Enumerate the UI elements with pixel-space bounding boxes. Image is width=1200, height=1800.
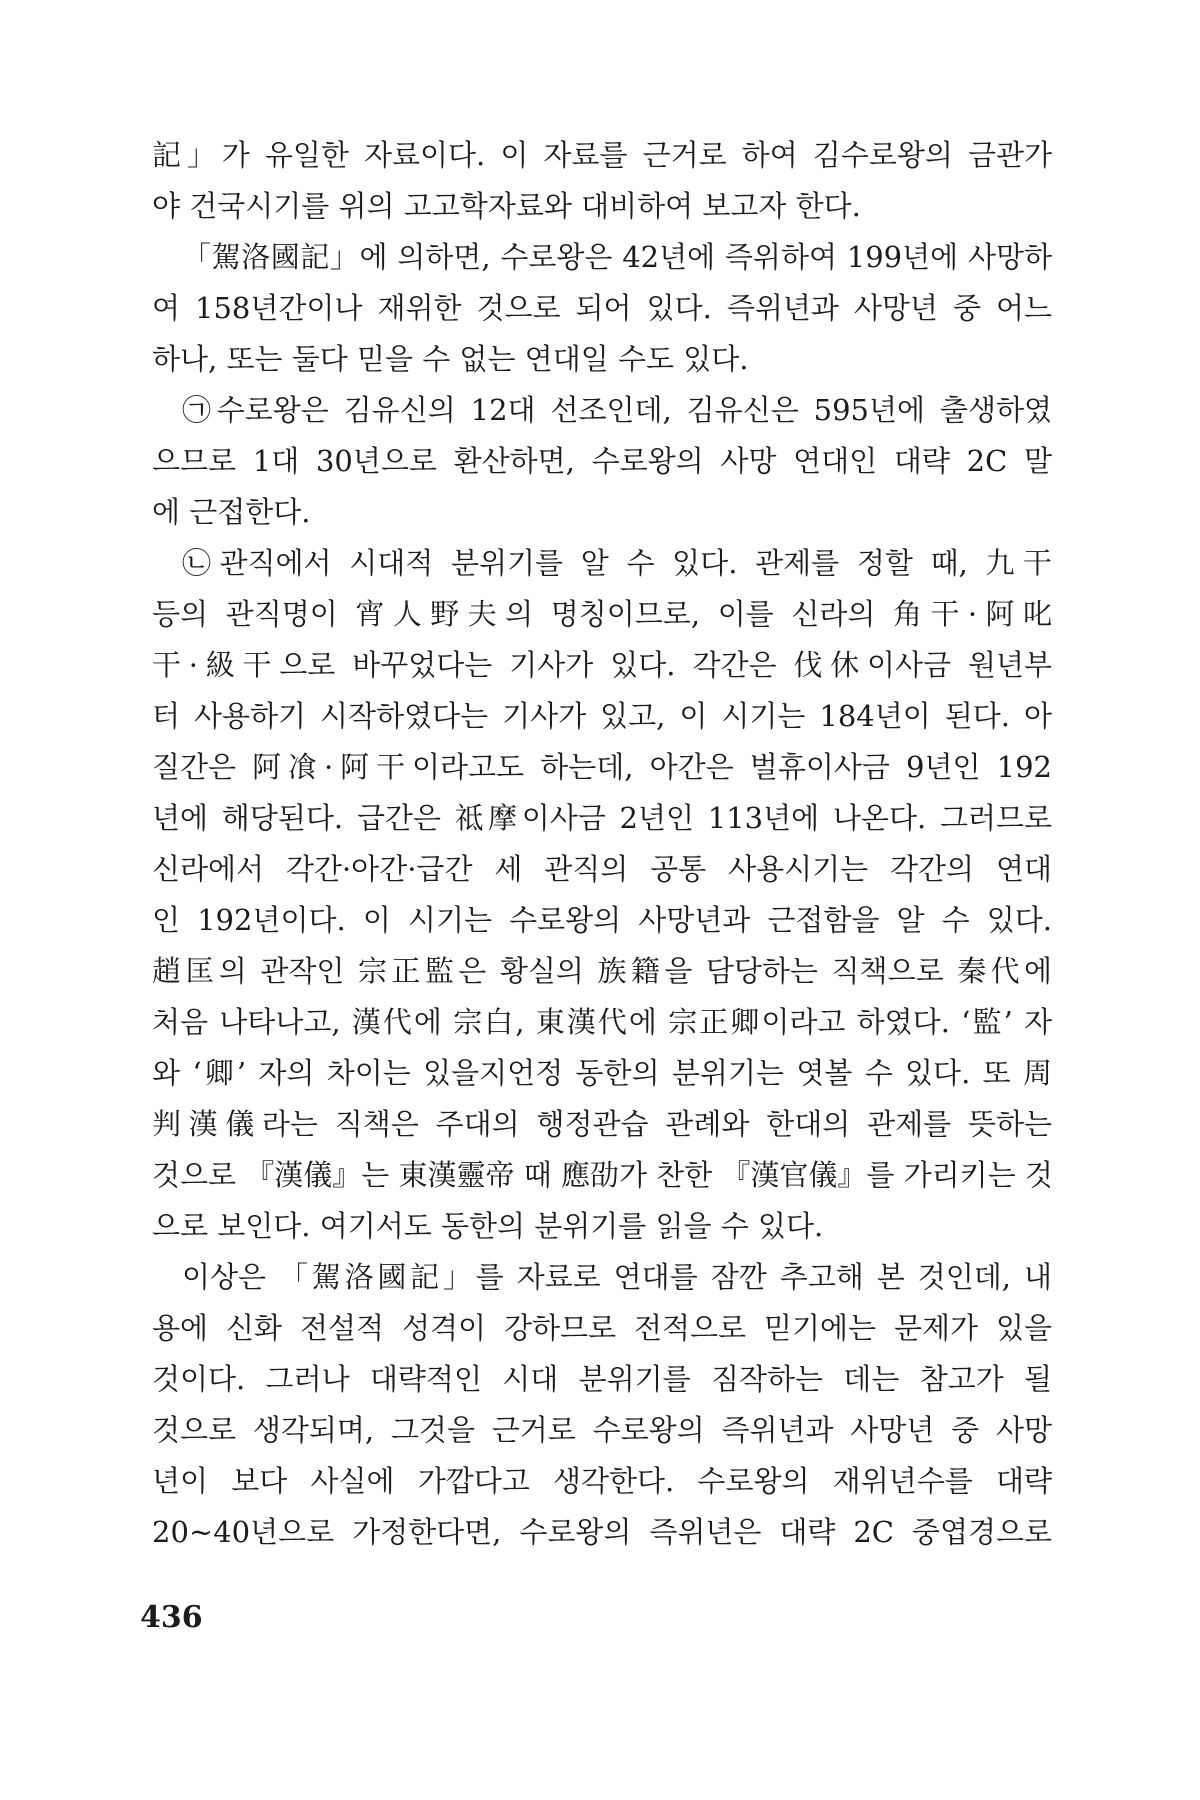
text-line: 判漢儀라는 직책은 주대의 행정관습 관례와 한대의 관제를 뜻하는 [152, 1107, 1052, 1141]
paragraph [152, 385, 1052, 538]
text-line: 년이 보다 사실에 가깝다고 생각한다. 수로왕의 재위년수를 대략 [152, 1464, 1052, 1498]
text-line: 와 ‘卿’ 자의 차이는 있을지언정 동한의 분위기는 엿볼 수 있다. 또 周 [152, 1056, 1052, 1090]
text-line: 으므로 1대 30년으로 환산하면, 수로왕의 사망 연대인 대략 2C 말 [152, 444, 1052, 478]
text-line: 인 192년이다. 이 시기는 수로왕의 사망년과 근접함을 알 수 있다. [152, 903, 1052, 937]
paragraph [152, 538, 1052, 1252]
text-line: 에 근접한다. [152, 495, 311, 529]
text-line: 신라에서 각간·아간·급간 세 관직의 공통 사용시기는 각간의 연대 [152, 852, 1052, 886]
paragraph [152, 1252, 1052, 1558]
text-line: 20~40년으로 가정한다면, 수로왕의 즉위년은 대략 2C 중엽경으로 [152, 1515, 1052, 1549]
text-line: 야 건국시기를 위의 고고학자료와 대비하여 보고자 한다. [152, 189, 861, 223]
text-line: 용에 신화 전설적 성격이 강하므로 전적으로 믿기에는 문제가 있을 [152, 1311, 1052, 1345]
paragraph [152, 130, 1052, 232]
text-line: 질간은 阿飡·阿干이라고도 하는데, 아간은 벌휴이사금 9년인 192 [152, 750, 1052, 784]
text-line: ㉠수로왕은 김유신의 12대 선조인데, 김유신은 595년에 출생하였 [182, 393, 1052, 427]
text-line: 터 사용하기 시작하였다는 기사가 있고, 이 시기는 184년이 된다. 아 [152, 699, 1052, 733]
text-line: 으로 보인다. 여기서도 동한의 분위기를 읽을 수 있다. [152, 1209, 824, 1243]
text-line: 처음 나타나고, 漢代에 宗白, 東漢代에 宗正卿이라고 하였다. ‘監’ 자 [152, 1005, 1052, 1039]
text-line: 여 158년간이나 재위한 것으로 되어 있다. 즉위년과 사망년 중 어느 [152, 291, 1052, 325]
body-text [152, 130, 1052, 1558]
text-line: 년에 해당된다. 급간은 祗摩이사금 2년인 113년에 나온다. 그러므로 [152, 801, 1052, 835]
text-line: 것으로 생각되며, 그것을 근거로 수로왕의 즉위년과 사망년 중 사망 [152, 1413, 1052, 1447]
text-line: ㉡관직에서 시대적 분위기를 알 수 있다. 관제를 정할 때, 九干 [182, 546, 1052, 580]
text-line: 趙匡의 관작인 宗正監은 황실의 族籍을 담당하는 직책으로 秦代에 [152, 954, 1052, 988]
page-number: 436 [140, 1600, 203, 1635]
text-line: 干·級干으로 바꾸었다는 기사가 있다. 각간은 伐休이사금 원년부 [152, 648, 1052, 682]
text-line: 記」가 유일한 자료이다. 이 자료를 근거로 하여 김수로왕의 금관가 [152, 138, 1052, 172]
text-line: 것이다. 그러나 대략적인 시대 분위기를 짐작하는 데는 참고가 될 [152, 1362, 1052, 1396]
text-line: 「駕洛國記」에 의하면, 수로왕은 42년에 즉위하여 199년에 사망하 [182, 240, 1052, 274]
paragraph [152, 232, 1052, 385]
text-line: 등의 관직명이 宵人野夫의 명칭이므로, 이를 신라의 角干·阿叱 [152, 597, 1052, 631]
text-line: 이상은 「駕洛國記」를 자료로 연대를 잠깐 추고해 본 것인데, 내 [182, 1260, 1052, 1294]
text-line: 것으로 『漢儀』는 東漢靈帝 때 應劭가 찬한 『漢官儀』를 가리키는 것 [152, 1158, 1053, 1192]
text-line: 하나, 또는 둘다 믿을 수 없는 연대일 수도 있다. [152, 342, 749, 376]
